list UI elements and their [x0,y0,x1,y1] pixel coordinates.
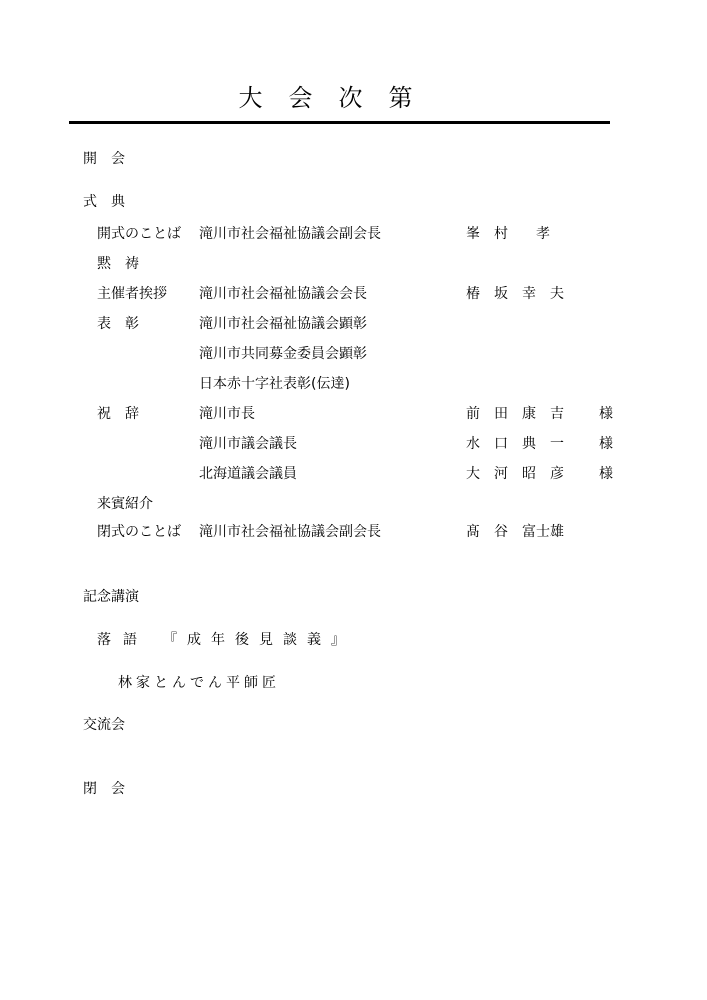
section-opening: 開 会 [83,151,125,167]
program-row [0,435,707,453]
program-item-org: 滝川市社会福祉協議会副会長 [199,226,381,242]
program-item-label: 来賓紹介 [97,496,153,512]
program-item-person: 前 田 康 吉 [466,406,564,422]
program-item-org: 滝川市共同募金委員会顕彰 [199,346,367,362]
lecture-title: 『成年後見談義』 [163,632,355,648]
program-row [0,225,707,243]
section-exchange: 交流会 [83,717,125,733]
program-item-org: 滝川市議会議長 [199,436,297,452]
program-row [0,495,707,513]
program-item-org: 滝川市社会福祉協議会会長 [199,286,367,302]
program-item-org: 滝川市社会福祉協議会顕彰 [199,316,367,332]
program-row [0,285,707,303]
program-row [0,465,707,483]
program-item-person: 峯 村 孝 [466,226,550,242]
page-title: 大会次第 [238,84,439,112]
program-item-label: 主催者挨拶 [97,286,167,302]
lecture-performer: 林家とんでん平師匠 [118,675,280,691]
title-divider [69,121,610,124]
section-closing: 閉 会 [83,781,125,797]
program-row [0,523,707,541]
lecture-line [97,631,355,649]
program-item-org: 日本赤十字社表彰(伝達) [199,376,350,392]
program-row [0,345,707,363]
program-item-honorific: 様 [599,466,613,482]
program-item-label: 表 彰 [97,316,139,332]
program-item-org: 滝川市社会福祉協議会副会長 [199,524,381,540]
program-item-person: 椿 坂 幸 夫 [466,286,564,302]
program-item-label: 黙 祷 [97,256,139,272]
program-item-label: 祝 辞 [97,406,139,422]
program-item-honorific: 様 [599,406,613,422]
program-row [0,375,707,393]
program-item-org: 北海道議会議員 [199,466,297,482]
section-ceremony: 式 典 [83,194,125,210]
program-item-org: 滝川市長 [199,406,255,422]
lecture-type: 落語 [97,632,149,648]
program-row [0,255,707,273]
program-item-honorific: 様 [599,436,613,452]
program-item-person: 水 口 典 一 [466,436,564,452]
program-item-label: 開式のことば [97,226,181,242]
program-row [0,405,707,423]
program-item-person: 髙 谷 富士雄 [466,524,564,540]
program-item-person: 大 河 昭 彦 [466,466,564,482]
program-row [0,315,707,333]
program-item-label: 閉式のことば [97,524,181,540]
section-lecture: 記念講演 [83,589,139,605]
